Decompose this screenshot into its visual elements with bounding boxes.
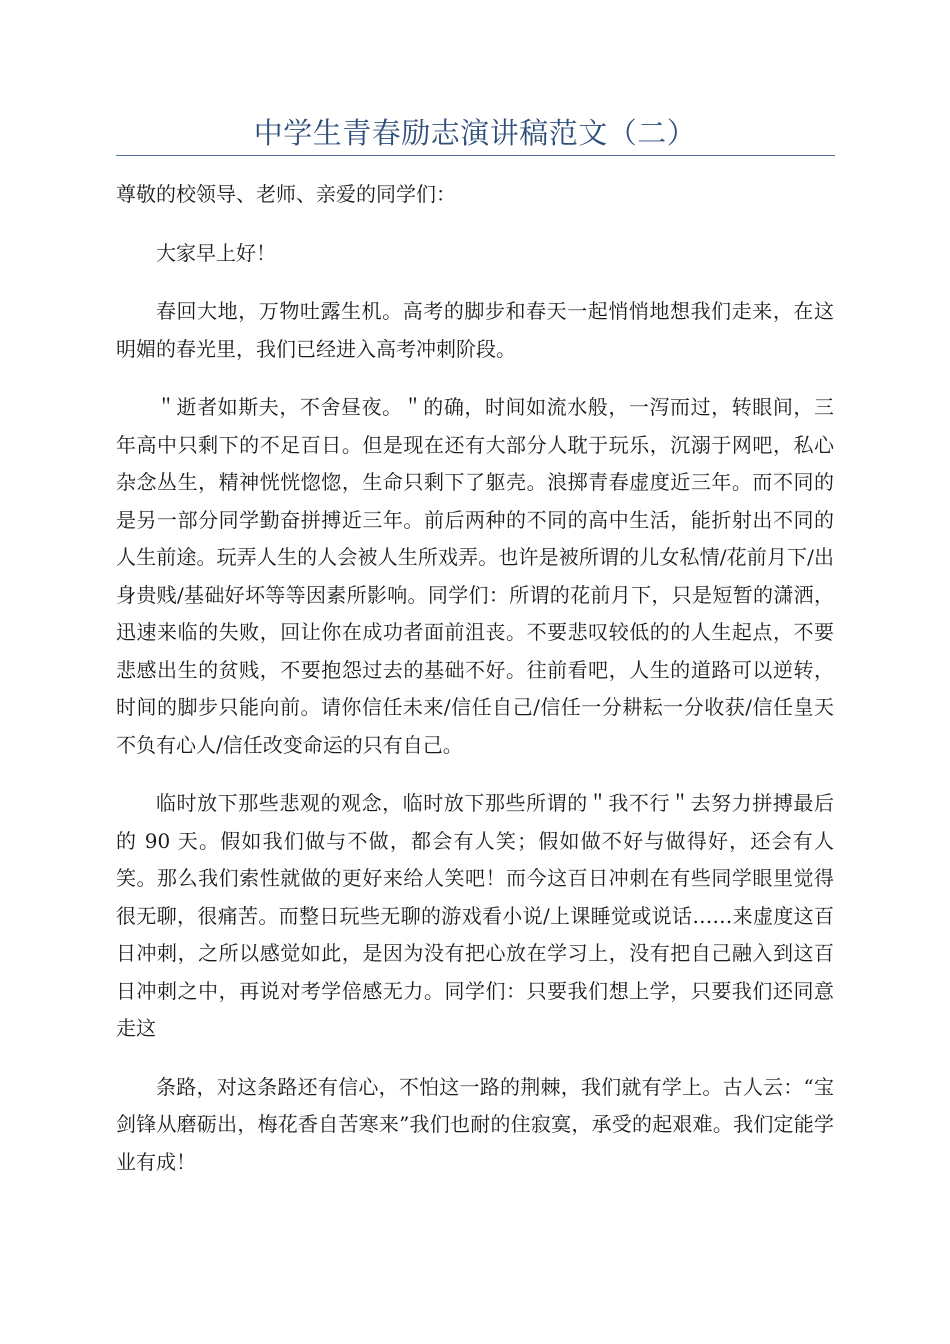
paragraph: ＂逝者如斯夫，不舍昼夜。＂的确，时间如流水般，一泻而过，转眼间，三年高中只剩下的不足百日。但是现在还有大部分人耽于玩乐，沉溺于网吧，私心杂念丛生，精神恍恍惚惚，生命只剩下了躯壳。浪掷青春虚度近三年。而不同的是另一部分同学勤奋拼搏近三年。前后两种的不同的高中生活，能折射出不同的人生前途。玩弄人生的人会被人生所戏弄。也许是被所谓的儿女私情/花前月下/出身贵贱/基础好坏等等因素所影响。同学们：所谓的花前月下，只是短暂的潇洒，迅速来临的失败，回让你在成功者面前沮丧。不要悲叹较低的的人生起点，不要悲感出生的贫贱，不要抱怨过去的基础不好。往前看吧，人生的道路可以逆转，时间的脚步只能向前。请你信任未来/信任自己/信任一分耕耘一分收获/信任皇天不负有心人/信任改变命运的只有自己。	[116, 395, 834, 757]
paragraph-greeting: 大家早上好！	[156, 240, 276, 265]
paragraph: 条路，对这条路还有信心，不怕这一路的荆棘，我们就有学上。古人云：“宝剑锋从磨砺出，梅花香自苦寒来”我们也耐的住寂寞，承受的起艰难。我们定能学业有成！	[116, 1074, 834, 1174]
document-body	[116, 176, 834, 1202]
paragraph: 临时放下那些悲观的观念，临时放下那些所谓的＂我不行＂去努力拼搏最后的 90 天。假如我们做与不做，都会有人笑；假如做不好与做得好，还会有人笑。那么我们索性就做的更好来给人笑吧！而今这百日冲刺在有些同学眼里觉得很无聊，很痛苦。而整日玩些无聊的游戏看小说/上课睡觉或说话……来虚度这百日冲刺，之所以感觉如此，是因为没有把心放在学习上，没有把自己融入到这百日冲刺之中，再说对考学倍感无力。同学们：只要我们想上学，只要我们还同意走这	[116, 791, 834, 1040]
paragraph: 春回大地，万物吐露生机。高考的脚步和春天一起悄悄地想我们走来，在这明媚的春光里，我们已经进入高考冲刺阶段。	[116, 299, 834, 361]
page-title: 中学生青春励志演讲稿范文（二）	[253, 116, 697, 150]
paragraph-salutation: 尊敬的校领导、老师、亲爱的同学们：	[116, 182, 456, 206]
title-underline	[116, 155, 835, 156]
